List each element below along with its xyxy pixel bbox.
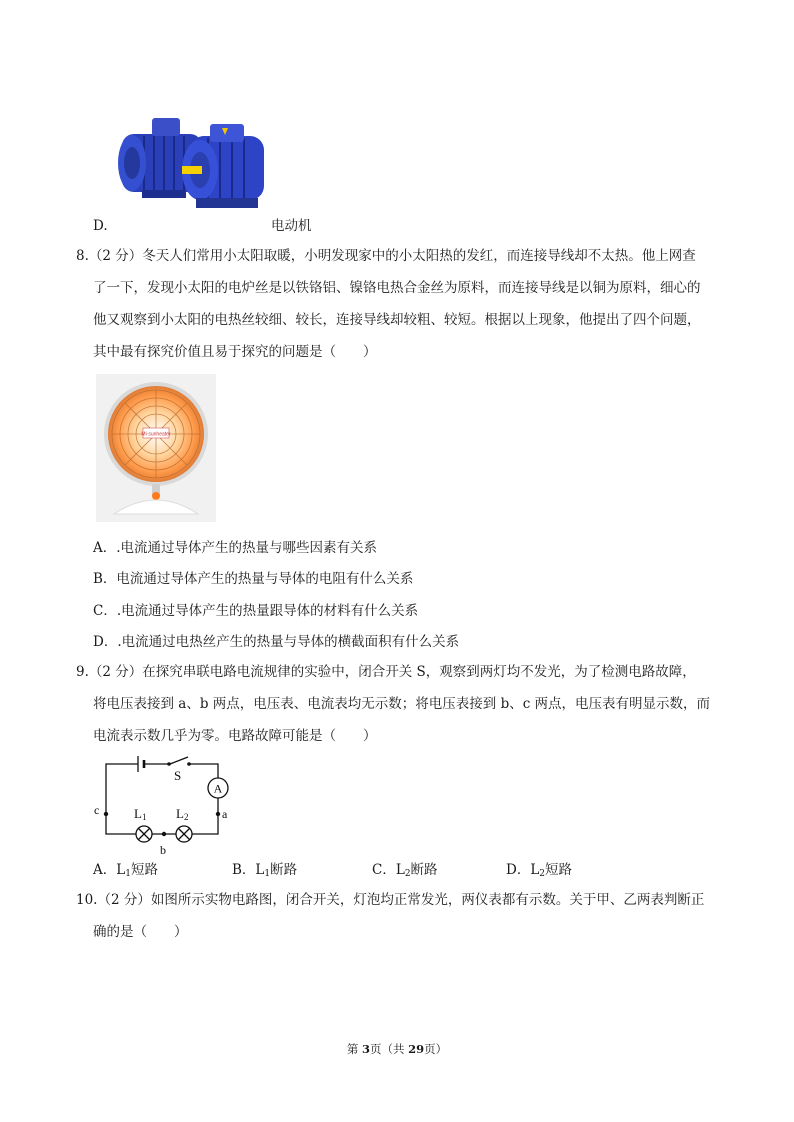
q9-option-c: C．$L_2$断路 [372, 862, 438, 879]
node-a [216, 812, 220, 816]
q9-option-d: D．$L_2$短路 [506, 862, 573, 879]
point-b-label: b [160, 843, 166, 857]
motor-illustration [112, 106, 282, 218]
ammeter-label: A [213, 781, 223, 796]
motor-front-terminal-box [210, 124, 244, 142]
wire-left-bottom [106, 814, 136, 834]
motor-shaft [182, 166, 202, 174]
page-footer: 第 3页（共 29页） [346, 1042, 448, 1056]
wire-right-bottom [192, 830, 218, 834]
q8-text-line: 其中最有探究价值且易于探究的问题是（ ） [93, 344, 377, 360]
node-b [162, 832, 166, 836]
lamp2-label: L2 [176, 806, 189, 822]
heater-illustration [96, 374, 216, 522]
node-c [104, 812, 108, 816]
q9-option-a: A．$L_1$短路 [93, 862, 158, 879]
q8-option-d: D．.电流通过电热丝产生的热量与导体的横截面积有什么关系 [93, 634, 460, 650]
point-c-label: c [94, 803, 100, 817]
q8-option-c: C．.电流通过导体产生的热量跟导体的材料有什么关系 [93, 603, 419, 619]
point-a-label: a [222, 807, 228, 821]
motor-back-terminal-box [152, 118, 180, 136]
q7-option-d-label: 电动机 [271, 218, 312, 234]
q9-option-b: B．$L_1$断路 [232, 862, 298, 879]
heater-image [96, 374, 216, 522]
q8-option-a: A．.电流通过导体产生的热量与哪些因素有关系 [93, 540, 378, 556]
lamp1-label: L1 [134, 806, 147, 822]
wire-top-right [190, 764, 218, 778]
switch-label: S [174, 768, 182, 783]
q9-text-line: 电流表示数几乎为零。电路故障可能是（ ） [93, 728, 377, 744]
q7-option-d-letter: D. [93, 218, 108, 234]
heater-indicator [152, 492, 160, 500]
q9-text-line: 9.（2 分）在探究串联电路电流规律的实验中，闭合开关 S，观察到两灯均不发光，为了检测电路故障， [76, 664, 696, 680]
q10-text-line: 10.（2 分）如图所示实物电路图，闭合开关，灯泡均正常发光，两仪表都有示数。关于甲、乙两表判断正 [76, 892, 705, 908]
motor-image [112, 106, 282, 218]
q8-text-line: 8.（2 分）冬天人们常用小太阳取暖，小明发现家中的小太阳热的发红，而连接导线却不太热。他上网查 [76, 248, 696, 264]
q8-option-b: B．电流通过导体产生的热量与导体的电阻有什么关系 [93, 571, 414, 587]
q8-text-line: 了一下，发现小太阳的电炉丝是以铁铬铝、镍铬电热合金丝为原料，而连接导线是以铜为原料，细心的 [93, 280, 701, 296]
heater-base [114, 500, 198, 514]
q8-text-line: 他又观察到小太阳的电热丝较细、较长，连接导线却较粗、较短。根据以上现象，他提出了四个问题， [93, 312, 701, 328]
heater-logo: Mi·sunheater [141, 431, 171, 438]
switch-blade [170, 757, 188, 764]
circuit-svg [92, 754, 240, 858]
q9-text-line: 将电压表接到 a、b 两点，电压表、电流表均无示数；将电压表接到 b、c 两点，电压表有明显示数，而 [93, 696, 711, 712]
q10-text-line: 确的是（ ） [93, 924, 188, 940]
circuit-diagram [92, 754, 240, 858]
